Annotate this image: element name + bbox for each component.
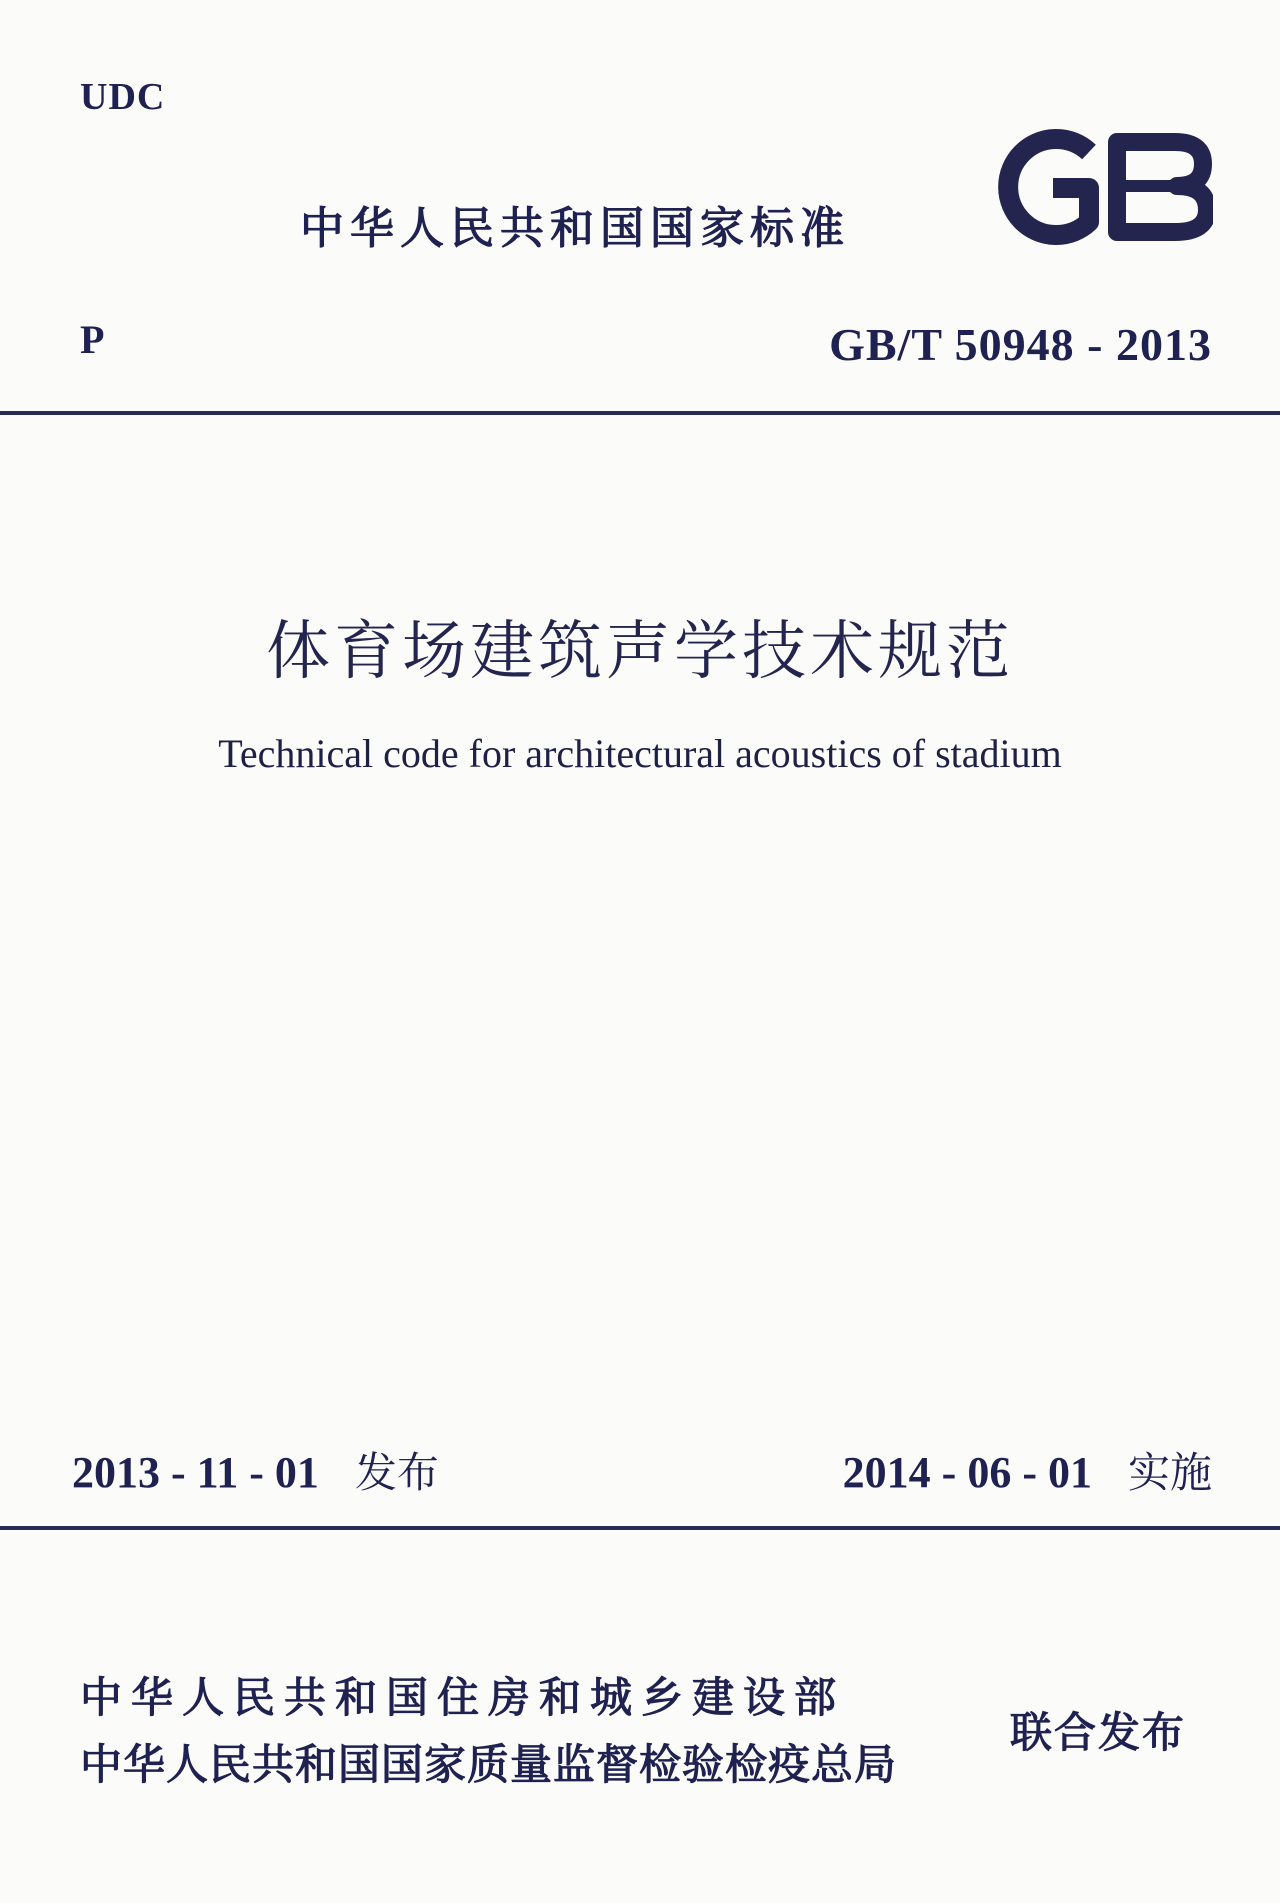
title-english: Technical code for architectural acoustics of stadium (218, 731, 1062, 776)
issue-date-block (72, 1440, 439, 1500)
joint-issue-label: 联合发布 (1010, 1708, 1187, 1757)
issue-label: 发布 (354, 1448, 439, 1497)
implement-date-block (843, 1440, 1212, 1500)
title-chinese: 体育场建筑声学技术规范 (266, 615, 1014, 689)
udc-label: UDC (80, 76, 166, 118)
implement-date: 2014 - 06 - 01 (842, 1448, 1092, 1497)
gb-logo (985, 128, 1213, 246)
top-divider (0, 411, 1280, 415)
issuer-ministry-housing: 中华人民共和国住房和城乡建设部 (80, 1673, 846, 1722)
classification-code: P (80, 317, 105, 362)
standard-number: GB/T 50948 - 2013 (829, 319, 1212, 370)
issuer-aqsiq: 中华人民共和国国家质量监督检验检疫总局 (80, 1740, 898, 1789)
issue-date: 2013 - 11 - 01 (72, 1448, 319, 1497)
implement-label: 实施 (1127, 1448, 1212, 1497)
national-standard-heading: 中华人民共和国国家标准 (300, 203, 850, 254)
bottom-divider (0, 1526, 1280, 1530)
